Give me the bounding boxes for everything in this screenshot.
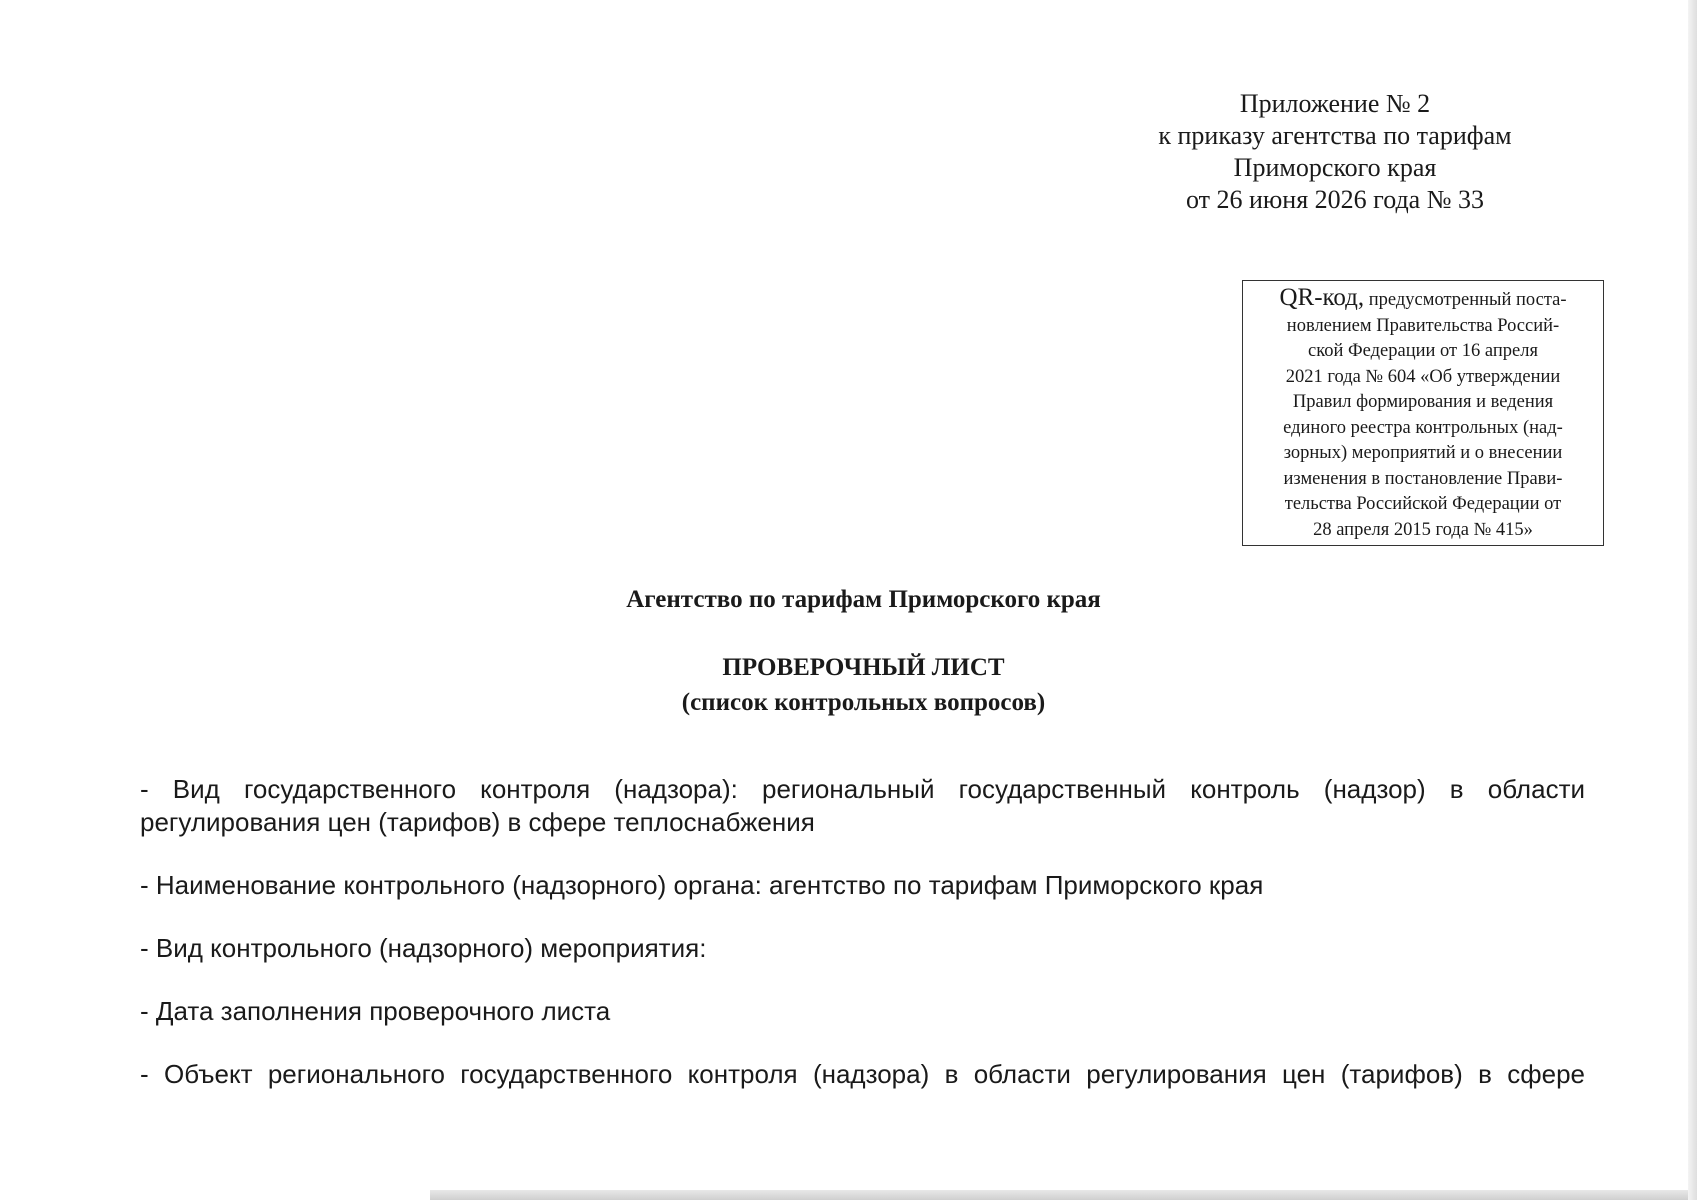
qr-note-text: предусмотренный поста- bbox=[1368, 290, 1567, 310]
qr-note-line: Правил формирования и ведения bbox=[1292, 392, 1554, 412]
qr-note-line: 28 апреля 2015 года № 415» bbox=[1313, 519, 1533, 540]
qr-note-line: новлением Правительства Россий- bbox=[1286, 315, 1560, 336]
scan-edge-shadow-bottom bbox=[430, 1190, 1697, 1200]
appendix-line: Приморского края bbox=[1233, 153, 1437, 182]
info-item-control-object: - Объект регионального государственного контроля (надзора) в области регулирования цен (тарифов) в сфере bbox=[140, 1059, 1585, 1089]
qr-note-line: тельства Российской Федерации от bbox=[1284, 494, 1562, 514]
qr-note-line bbox=[1249, 285, 1597, 314]
qr-note-line: единого реестра контрольных (над- bbox=[1283, 417, 1563, 438]
agency-title: Агентство по тарифам Приморского края bbox=[626, 586, 1101, 613]
checklist-info-items bbox=[140, 773, 1585, 1121]
qr-note-line: ской Федерации от 16 апреля bbox=[1308, 341, 1538, 361]
appendix-line: от 26 июня 2026 года № 33 bbox=[1185, 185, 1485, 214]
appendix-header bbox=[1100, 88, 1570, 216]
qr-note-line: зорных) мероприятий и о внесении bbox=[1283, 443, 1563, 463]
document-title-main: ПРОВЕРОЧНЫЙ ЛИСТ bbox=[722, 654, 1005, 681]
appendix-line: к приказу агентства по тарифам bbox=[1158, 121, 1512, 150]
qr-note-line: 2021 года № 604 «Об утверждении bbox=[1285, 366, 1561, 387]
document-title bbox=[0, 650, 1697, 720]
info-item-event-type: - Вид контрольного (надзорного) мероприятия: bbox=[140, 933, 707, 963]
document-title-sub: (список контрольных вопросов) bbox=[681, 689, 1046, 716]
qr-note-line: изменения в постановление Прави- bbox=[1283, 468, 1563, 489]
appendix-line: Приложение № 2 bbox=[1239, 89, 1431, 118]
scan-edge-shadow-right bbox=[1688, 0, 1697, 1200]
qr-note-lead: QR-код, bbox=[1279, 284, 1365, 311]
info-item-control-type: - Вид государственного контроля (надзора): региональный государственный контроль (надзор) в области регулирования цен (тарифов) в сфере теплоснабжения bbox=[140, 774, 1585, 837]
info-item-authority-name: - Наименование контрольного (надзорного) органа: агентство по тарифам Приморского края bbox=[140, 870, 1264, 900]
info-item-fill-date: - Дата заполнения проверочного листа bbox=[140, 996, 611, 1026]
qr-code-placeholder-box bbox=[1242, 280, 1604, 546]
